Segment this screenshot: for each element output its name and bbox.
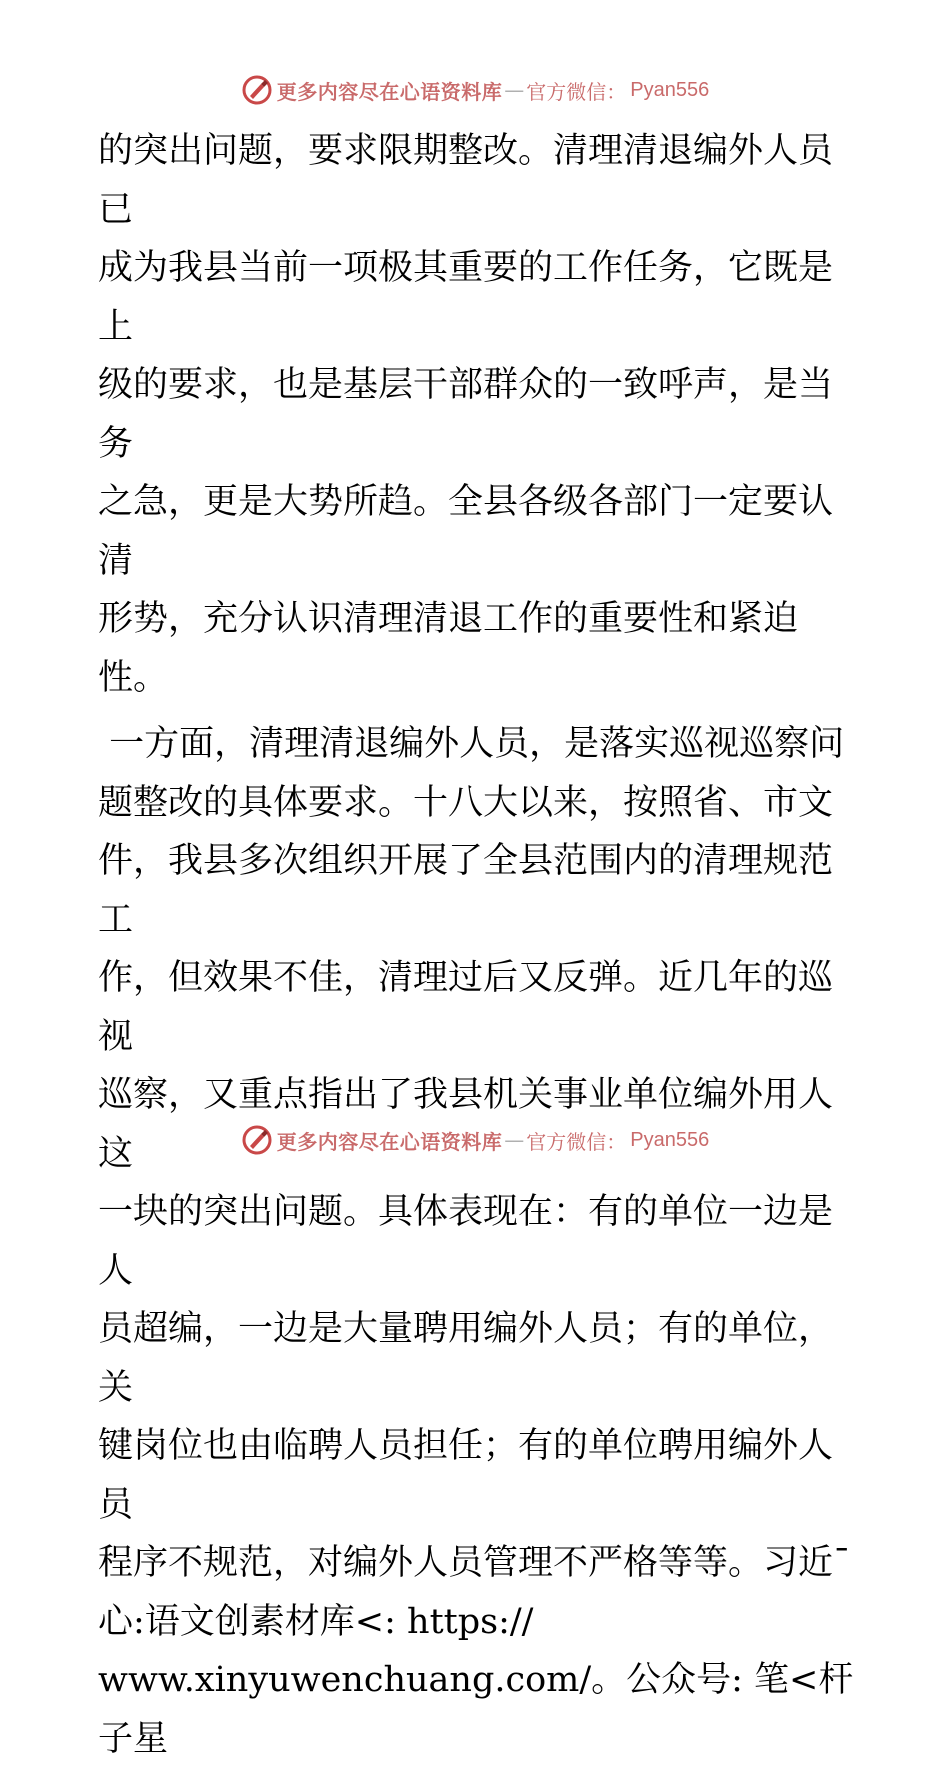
footer-site-text: 更多内容尽在心语资料库 bbox=[276, 1129, 503, 1154]
body-line: 一方面，清理清退编外人员，是落实巡视巡察问 bbox=[98, 724, 845, 764]
body-line: www.xinyuwenchuang.com/。公众号: 笔<杆子星 bbox=[98, 1660, 854, 1759]
body-line: 形势，充分认识清理清退工作的重要性和紧迫性。 bbox=[98, 599, 799, 698]
body-line: 件，我县多次组织开展了全县范围内的清理规范工 bbox=[98, 841, 834, 940]
body-line: 题整改的具体要求。十八大以来，按照省、市文 bbox=[98, 782, 834, 823]
body-line: 心:语文创素材库<: https:// bbox=[98, 1601, 534, 1642]
body-line: 作，但效果不佳，清理过后又反弹。近几年的巡视 bbox=[98, 958, 834, 1057]
body-line: 一块的突出问题。具体表现在：有的单位一边是人 bbox=[98, 1192, 834, 1291]
pen-logo-icon bbox=[241, 1124, 273, 1156]
footer-official-label: 官方微信： bbox=[526, 1129, 627, 1154]
body-line: 的突出问题，要求限期整改。清理清退编外人员已 bbox=[98, 131, 834, 230]
footer-wechat-id: Pyan556 bbox=[630, 1128, 710, 1151]
header-official-label: 官方微信： bbox=[526, 79, 627, 104]
header-wechat-id: Pyan556 bbox=[630, 78, 710, 101]
body-line: 程序不规范，对编外人员管理不严格等等。习近¯ bbox=[98, 1543, 851, 1583]
body-line: 之急，更是大势所趋。全县各级各部门一定要认清 bbox=[98, 482, 834, 581]
body-line: 巡察，又重点指出了我县机关事业单位编外用人这 bbox=[98, 1075, 834, 1174]
header-site-text: 更多内容尽在心语资料库 bbox=[276, 79, 503, 104]
document-body bbox=[98, 122, 858, 1768]
footer-watermark-banner bbox=[0, 1120, 950, 1160]
pen-logo-icon bbox=[241, 74, 273, 106]
header-dash: — bbox=[504, 78, 525, 102]
body-line: 键岗位也由临聘人员担任；有的单位聘用编外人员 bbox=[98, 1426, 834, 1525]
footer-dash: — bbox=[504, 1128, 525, 1152]
header-watermark-banner bbox=[0, 70, 950, 110]
body-line: 级的要求，也是基层干部群众的一致呼声，是当务 bbox=[98, 365, 834, 464]
body-line: 成为我县当前一项极其重要的工作任务，它既是上 bbox=[98, 248, 834, 347]
body-line: 员超编，一边是大量聘用编外人员；有的单位，关 bbox=[98, 1309, 834, 1408]
